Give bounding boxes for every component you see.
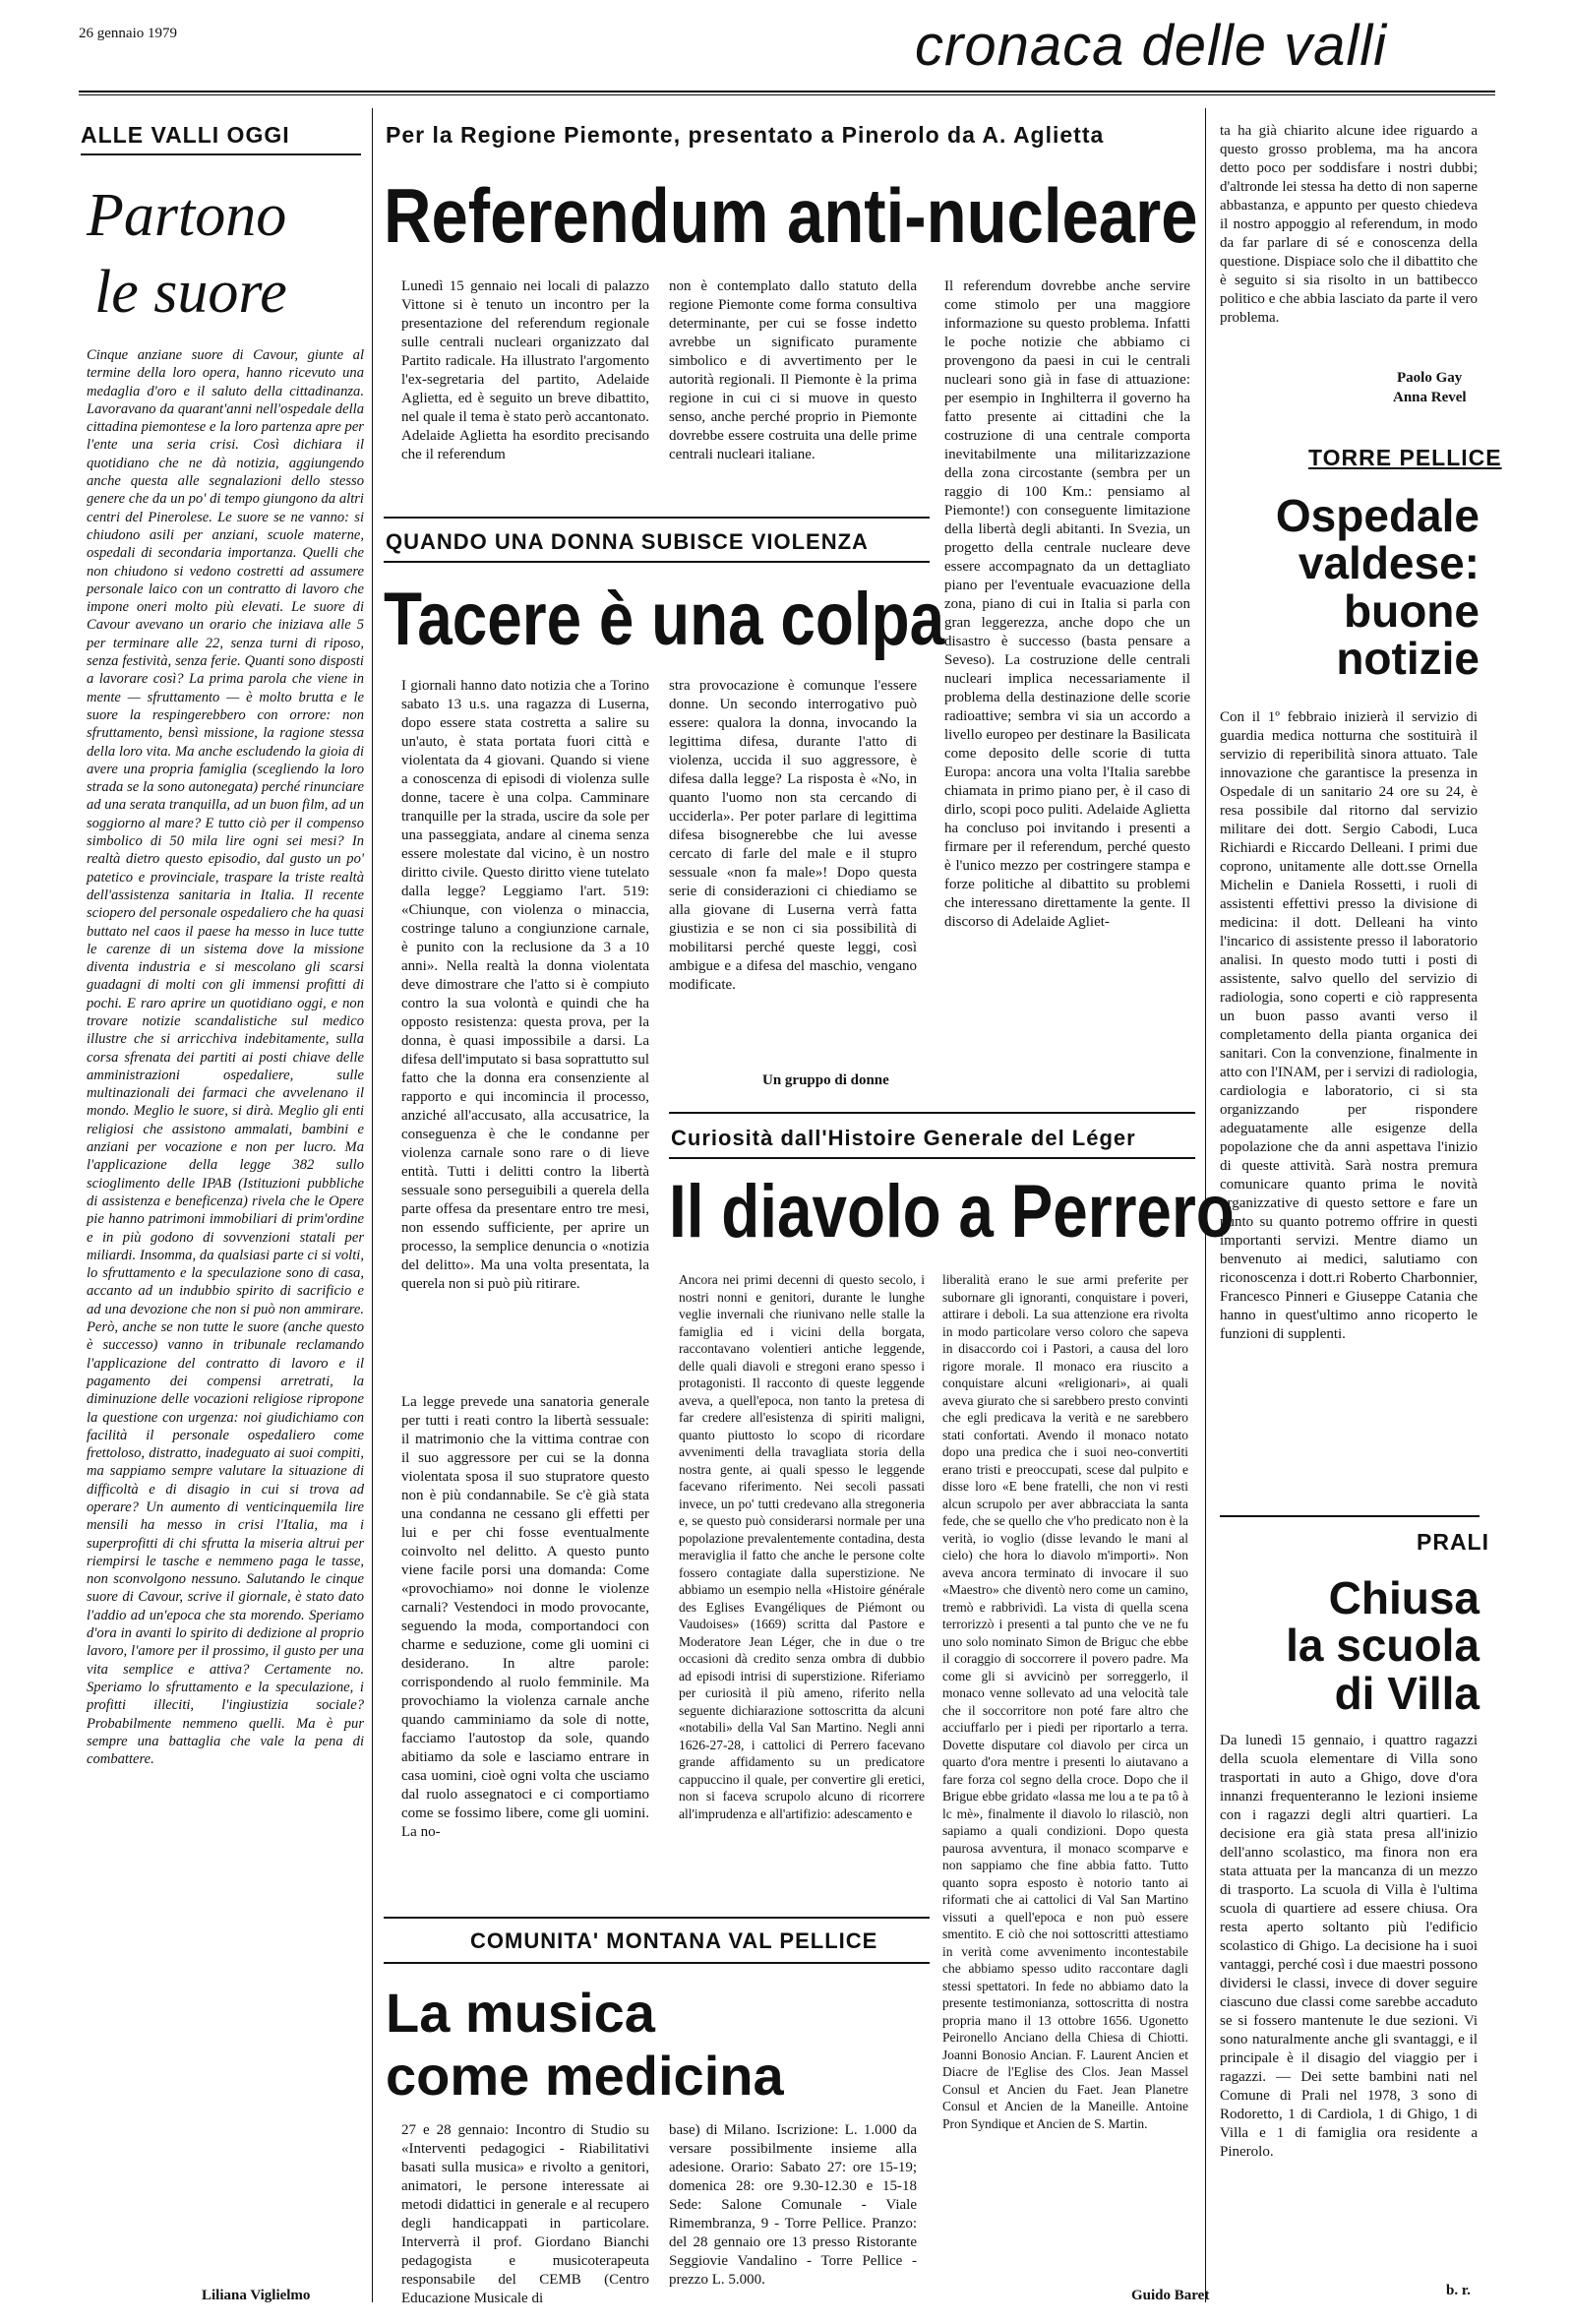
suore-title-line2: le suore <box>94 259 287 326</box>
violenza-top-rule <box>384 517 930 519</box>
musica-title-line1: La musica <box>386 1982 655 2044</box>
violenza-kicker: QUANDO UNA DONNA SUBISCE VIOLENZA <box>386 529 869 554</box>
masthead: cronaca delle valli <box>915 14 1388 78</box>
scuola-body: Da lunedì 15 gennaio, i quattro ragazzi della scuola elementare di Villa sono trasportati in auto a Ghigo, dove d'ora innanzi frequenteranno le lezioni insieme con i ragazzi degli altri quartieri. La decisione era già stata presa all'inizio dell'anno scolastico, ma finora non era stata attuata per la mancanza di un mezzo di trasporto. La scuola di Villa è l'ultima scuola di quartiere ad essere chiusa. Ora resta aperto soltanto più l'edificio scolastico di Ghigo. La decisione ha i suoi vantaggi, perché così i due maestri possono dividersi le classi, invece di dover seguire ciascuno due classi come sarebbe accaduto se si fossero mantenute le due sezioni. Vi sono naturalmente anche gli svantaggi, e il principale è il disagio del viaggio per i ragazzi. — Dei sette bambini nati nel Comune di Prali nel 1978, 3 sono di Rodoretto, 1 di Cardiola, 1 di Ghigo, 1 di Villa e 1 di famiglia ora residente a Pinerolo. <box>1220 1733 1478 2160</box>
scuola-title-line2: la scuola <box>1286 1620 1480 1672</box>
musica-col1: 27 e 28 gennaio: Incontro di Studio su «Interventi pedagogici - Riabilitativi basati sulla musica» e rivolto a genitori, animatori, le persone interessate ai metodi didattici in generale e al recupero degli handicappati in particolare. Interverrà il prof. Giordano Bianchi pedagogista e musicoterapeuta responsabile del CEMB (Centro Educazione Musicale di <box>401 2122 649 2306</box>
ospedale-body: Con il 1º febbraio inizierà il servizio di guardia medica notturna che sostituirà il servizio di reperibilità sinora attuato. Tale innovazione che garantisce la presenza in Ospedale di un sanitario 24 ore su 24, è resa possibile dal ritorno dal servizio militare dei dott. Sergio Cabodi, Luca Richiardi e Riccardo Delleani. I primi due coprono, unitamente alle dott.sse Ornella Michelin e Daniela Rossetti, i ruoli di assistenti effettivi presso la divisione di medicina: il dott. Delleani ha vinto l'incarico di assistente presso il laboratorio analisi. In questo modo tutti i posti di assistente, salvo quello del servizio di radiologia, sono coperti e ciò rappresenta un buon passo avanti verso il completamento della pianta organica dei sanitari. Con la convenzione, finalmente in atto con l'INAM, per i servizi di radiologia, cardiologia e laboratorio, ci si sta organizzando per rispondere adeguatamente alle esigenze della popolazione che da anni aspettava l'inizio di queste attività. Sarà nostra premura comunicare quanto prima le novità organizzative di questo settore e fare un punto su quanto potremo offrire in questi importanti servizi. Mentre diamo un benvenuto ai medici, salutiamo con riconoscenza i dott.ri Roberto Charbonnier, Francesco Pinneri e Giuseppe Catania che hanno in quest'ultimo anno ricoperto le funzioni di supplenti. <box>1220 709 1478 1342</box>
suore-title-line1: Partono <box>87 182 287 249</box>
diavolo-top-rule <box>669 1112 1195 1114</box>
scuola-top-rule <box>1220 1515 1480 1517</box>
musica-title-line2: come medicina <box>386 2045 784 2107</box>
scuola-title-line1: Chiusa <box>1328 1572 1480 1623</box>
scuola-title <box>1220 1574 1480 1717</box>
suore-kicker-rule <box>81 153 361 155</box>
scuola-kicker: PRALI <box>1417 1529 1489 1555</box>
suore-signature: Liliana Viglielmo <box>202 2288 311 2303</box>
diavolo-bottom-rule <box>669 1157 1195 1159</box>
column-divider <box>372 108 373 2302</box>
musica-bottom-rule <box>384 1962 930 1964</box>
scuola-title-line3: di Villa <box>1334 1667 1480 1719</box>
referendum-col3: Il referendum dovrebbe anche servire come stimolo per una maggiore informazione su questo problema. Infatti le poche notizie che abbiamo ci provengono da paesi in cui le centrali nucleari sono già in fase di attuazione: per esempio in Inghilterra il governo ha fatto presente ai cittadini che la costruzione di una centrale comporta inevitabilmente una militarizzazione della zona circostante (sembra per un raggio di 100 Km.: pensiamo al Piemonte!) con conseguente limitazione della libertà degli abitanti. In Svezia, un progetto della centrale nucleare deve essere accompagnato da un dettagliato piano per l'eventuale evacuazione della zona, piano di cui in Italia si parla con gran leggerezza, anche dopo che un disastro è successo (basta pensare a Seveso). La costruzione delle centrali nucleari implica necessariamente il problema della destinazione delle scorie radioattive; sembra vi sia un accordo a livello europeo per destinare la Basilicata come deposito delle scorie di tutta Europa: ancora una volta l'Italia sarebbe chiamata in primo piano per, è il caso di dirlo, scopi poco puliti. Adelaide Aglietta ha concluso poi invitando i presenti a firmare per il referendum, perché questo è l'unico mezzo per costringere stampa e forze politiche al dibattito su problemi che interessano direttamente la gente. Il discorso di Adelaide Agliet- <box>944 278 1190 930</box>
violenza-col1: I giornali hanno dato notizia che a Torino sabato 13 u.s. una ragazza di Luserna, dopo essere stata costretta a salire su un'auto, è stata portata fuori città e violentata da 4 giovani. Quando si viene a conoscenza di episodi di violenza sulle donne, tacere è una colpa. Camminare tranquille per la strada, uscire da sole per una passeggiata, andare al cinema senza essere molestate dal vicino, è un nostro diritto civile. Questo diritto viene tutelato dalla legge? Leggiamo l'art. 519: «Chiunque, con violenza o minaccia, costringe taluno a congiunzione carnale, è punito con la reclusione da 3 a 10 anni». Nella realtà la donna violentata deve dimostrare che l'atto si è compiuto contro la sua volontà e quindi che ha opposto resistenza: questa prova, per la donna, è quasi impossibile a darsi. La difesa dell'imputato si basa soprattutto sul fatto che la donna era consenziente al rapporto e qui incomincia il processo, anziché all'accusato, alla accusatrice, la conseguenza è che le condanne per violenza carnale sono rare o di lieve entità. Tutti i delitti contro la libertà sessuale sono perseguibili a querela della parte offesa da presentare entro tre mesi, non essendo sufficiente, per aprire un processo, la semplice denuncia o «notizia del delitto». Ma una volta presentata, la querela non si può più ritirare. <box>401 678 649 1292</box>
diavolo-title: Il diavolo a Perrero <box>669 1170 1235 1254</box>
referendum-col1: Lunedì 15 gennaio nei locali di palazzo Vittone si è tenuto un incontro per la presentazione del referendum regionale sulle centrali nucleari organizzato dal Partito radicale. Ha illustrato l'argomento l'ex-segretaria del partito, Adelaide Aglietta, ed è seguito un breve dibattito, nel quale il tema è stato però accantonato. Adelaide Aglietta ha esordito precisando che il referendum <box>401 278 649 462</box>
violenza-title: Tacere è una colpa <box>384 578 945 661</box>
diavolo-kicker: Curiosità dall'Histoire Generale del Léger <box>671 1126 1136 1150</box>
violenza-signature: Un gruppo di donne <box>762 1072 889 1088</box>
header-rule-thin <box>79 94 1495 95</box>
musica-kicker: COMUNITA' MONTANA VAL PELLICE <box>470 1928 878 1953</box>
referendum-col4: ta ha già chiarito alcune idee riguardo a questo grosso problema, ma ha ancora detto poco per soddisfare i nostri dubbi; d'altronde lei stessa ha detto di non saperne abbastanza, e appunto per questo chiedeva il nostro appoggio al referendum, in modo da far parlare di sé e conoscenza della questione. Dispiace solo che il dibattito che è seguito si sia risolto in un battibecco politico e che abbia lasciato da parte il vero problema. <box>1220 123 1478 326</box>
header-rule <box>79 91 1495 92</box>
referendum-signature-2: Anna Revel <box>1393 390 1467 405</box>
referendum-title: Referendum anti-nucleare <box>384 172 1198 259</box>
ospedale-kicker: TORRE PELLICE <box>1308 445 1502 470</box>
ospedale-title-line4: notizie <box>1336 632 1480 684</box>
scuola-signature: b. r. <box>1446 2283 1471 2298</box>
violenza-col2: La legge prevede una sanatoria generale per tutti i reati contro la libertà sessuale: il matrimonio che la vittima contrae con il suo aggressore per cui se la donna violentata sposa il suo stupratore questo non è più condannabile. Se c'è già stata una condanna ne cessano gli effetti per lui e per chi fosse eventualmente coinvolto nel delitto. A questo punto viene facile porsi una domanda: Come «provochiamo» noi donne le violenze carnali? Vestendoci in modo provocante, seguendo la moda, comportandoci con charme e seduzione, come gli uomini ci desiderano. In altre parole: corrispondendo al ruolo femminile. Ma provochiamo la violenza carnale anche quando camminiamo da sole di notte, facciamo l'autostop da sole, quando abitiamo da sole e lasciamo entrare in casa uomini, cioè ogni volta che usciamo dal ruolo assegnatoci e ci comportiamo come se fossimo libere, come gli uomini. La no- <box>401 1394 649 1840</box>
violenza-col3: stra provocazione è comunque l'essere donne. Un secondo interrogativo può essere: qualora la donna, invocando la legittima difesa, durante l'atto di violenza, uccida il suo aggressore, è difesa dalla legge? La risposta è «No, in quanto l'uomo non sta cercando di ucciderla». Per poter parlare di legittima difesa bisognerebbe che lui avesse cercato di farle del male e il stupro sessuale «non fa male»! Dopo questa serie di considerazioni ci chiediamo se alla giovane di Luserna verrà fatta giustizia e se non ci sia possibilità di mobilitarsi perché queste leggi, così ambigue e a difesa del maschio, vengano modificate. <box>669 678 917 993</box>
suore-kicker: ALLE VALLI OGGI <box>81 122 290 148</box>
ospedale-title-line2: valdese: <box>1298 537 1480 589</box>
issue-date: 26 gennaio 1979 <box>79 26 177 41</box>
violenza-bottom-rule <box>384 561 930 563</box>
ospedale-title <box>1220 492 1480 682</box>
musica-col2: base) di Milano. Iscrizione: L. 1.000 da versare possibilmente insieme alla adesione. Orario: Sabato 27: ore 15-19; domenica 28: ore 9.30-12.30 e 15-18 Sede: Salone Comunale - Viale Rimembranza, 9 - Torre Pellice. Pranzo: del 28 gennaio ore 13 presso Ristorante Seggiovie Vandalino - Torre Pellice - prezzo L. 5.000. <box>669 2122 917 2288</box>
referendum-col2: non è contemplato dallo statuto della regione Piemonte come forma consultiva determinante, per cui se fosse indetto avrebbe un significato puramente simbolico e di avvertimento per le autorità regionali. Il Piemonte è la prima regione in cui ci si muove in questo senso, anche perché proprio in Piemonte dovrebbe essere costruita una delle prime centrali nucleari italiane. <box>669 278 917 462</box>
suore-body: Cinque anziane suore di Cavour, giunte al termine della loro opera, hanno ricevuto una medaglia d'oro e il saluto della cittadinanza. Lavoravano da quarant'anni nell'ospedale della cittadina piemontese e la loro partenza apre per l'ente una seria crisi. Così dichiara il quotidiano che ne dà notizia, aggiungendo anche questa alle segnalazioni dello stesso genere che da un po' di tempo giungono da altri centri del Pinerolese. Le suore se ne vanno: si chiudono asili per anziani, scuole materne, ospedali di secondaria importanza. Quelli che non chiudono si vedono costretti ad assumere personale laico con un contratto di lavoro che impone oneri molto più elevati. Le suore di Cavour avevano un orario che iniziava alle 5 per terminare alle 22, senza turni di riposo, senza festività, senza ferie. Quanti sono disposti a lavorare così? La prima parola che viene in mente — sfruttamento — è molto brutta e le suore la respingerebbero con orrore: non sfruttamento, bensì missione, la ragione stessa della loro vita. Ma anche escludendo la gioia di avere una propria famiglia (scegliendo la loro strada se la sono autonegata) perché rinunciare ad una serata tranquilla, ad un buon film, ad un soggiorno al mare? E tutto ciò per il compenso simbolico di 50 mila lire ogni sei mesi? In realtà dietro questo episodio, dal gusto un po' patetico e provinciale, traspare la triste realtà dell'assistenza sanitaria in Italia. Il recente sciopero del personale ospedaliero che ha quasi buttato nel caos il paese ha messo in luce tutte le carenze di un sistema dove la missione diventa industria e si mescolano gli scarsi guadagni di molti con gli immensi profitti di pochi. E raro aprire un quotidiano oggi, e non trovare notizie scandalistiche sul medico illustre che si arricchiva indebitamente, sulla corsa sfrenata dei partiti ai posti chiave delle amministrazioni ospedaliere, sulle multinazionali dei farmaci che avvelenano il mondo. Meglio le suore, si dirà. Meglio gli enti religiosi che assistono ammalati, bambini e anziani per vocazione e non per lucro. Ma l'applicazione della legge 382 sullo scioglimento delle IPAB (Istituzioni pubbliche di assistenza e beneficenza) rivela che le Opere pie hanno patrimoni immobiliari di prim'ordine e in più godono di sovvenzioni statali per miliardi. Insomma, da qualsiasi parte ci si volti, lo sfruttamento e la speculazione sono di casa, accanto ad un indubbio spirito di sacrificio e ad una devozione che non si può non ammirare. Però, anche se non tutte le suore (anche questo è successo) vanno in tribunale reclamando l'applicazione del contratto di lavoro e il pagamento dei compensi arretrati, la diminuzione delle vocazioni religiose ripropone la questione con urgenza: noi giudichiamo con facilità il personale ospedaliero come frettoloso, distratto, inadeguato ai suoi compiti, ma sappiamo sempre valutare la situazione di difficoltà e di disagio in cui si trova ad operare? Un aumento di venticinquemila lire mensili ha messo in crisi l'Italia, ma i superprofitti di chi sfrutta la miseria altrui per riempirsi le tasche e nemmeno paga le tasse, non sconvolgono nessuno. Salutando le cinque suore di Cavour, scrive il giornale, è stato dato l'addio ad un'epoca che sta morendo. Speriamo d'ora in avanti lo spirito di dedizione al proprio lavoro, l'amore per il prossimo, il gusto per una vita semplice e attiva? Certamente no. Speriamo lo sfruttamento e la speculazione, i profitti illeciti, l'ingiustizia sociale? Probabilmente nemmeno quelli. Ma è pur sempre una battaglia che vale la pena di combattere. <box>87 347 364 1768</box>
diavolo-col1: Ancora nei primi decenni di questo secolo, i nostri nonni e genitori, durante le lunghe veglie invernali che riunivano nelle stalle la famiglia ed i vicini della borgata, raccontavano volentieri antiche leggende, delle quali diavoli e stregoni erano spesso i protagonisti. Il racconto di queste leggende aveva, a quell'epoca, non tanto la pretesa di far credere all'esistenza di spiriti maligni, quanto piuttosto lo scopo di ricordare avvenimenti della travagliata storia della nostra gente, ai quali spesso le leggende facevano riferimento. Nei secoli passati invece, un po' tutti credevano alla stregoneria e, se questo può considerarsi normale per una popolazione prevalentemente contadina, desta meraviglia il fatto che anche le persone colte fossero contagiate dalla superstizione. Ne abbiamo un esempio nella «Histoire générale des Eglises Evangéliques de Piémont ou Vaudoises» (1669) scritta dal Pastore e Moderatore Jean Léger, che in due o tre occasioni dà credito senza ombra di dubbio ad episodi intrisi di superstizione. Riferiamo per curiosità il più ameno, riferito nella seguente dichiarazione sottoscritta da alcuni «notabili» della Val San Martino. Negli anni 1626-27-28, i cattolici di Perrero facevano grande affidamento su un predicatore cappuccino il quale, per convertire gli eretici, non si faceva scrupolo alcuno di ricorrere all'imprudenza e all'artifizio: adescamento e <box>679 1272 925 1821</box>
diavolo-signature: Guido Baret <box>1131 2288 1210 2303</box>
musica-top-rule <box>384 1917 930 1919</box>
referendum-kicker: Per la Regione Piemonte, presentato a Pinerolo da A. Aglietta <box>386 122 1105 148</box>
diavolo-col2: liberalità erano le sue armi preferite per subornare gli ignoranti, conquistare i poveri, attirare i deboli. La sua attenzione era rivolta in modo particolare verso coloro che sapeva in disaccordo coi i Pastori, a causa del loro rigore morale. Il monaco era riuscito a conquistare alcuni «religionari», ai quali aveva giurato che si sarebbero presto convinti che egli predicava la verità e ne sarebbero stati confortati. Avendo il monaco notato dopo una predica che i suoi neo-convertiti erano tristi e preoccupati, scese dal pulpito e disse loro «E bene fratelli, che non vi resti alcun scrupolo per aver abbracciata la santa fede, che se quello che v'ho predicato non è la verità, io voglio (disse levando le mani al cielo) che hora lo diavolo m'importi». Non aveva ancora terminato di invocare il suo «Maestro» che diventò nero come un camino, tremò e rabbrividì. La vista di quella scena terrorizzò i presenti a tal punto che ve ne fu uno solo nominato Simon de Briguc che ebbe il coraggio di soccorrere il povero padre. Ma come gli si avvicinò per sorreggerlo, il monaco venne sollevato ad una velocità tale che il soccorritore non poté fare altro che acciuffarlo per i piedi per riportarlo a terra. Dovette disputare col diavolo per circa un quarto d'ora mentre i presenti lo aiutavano a fare forza col segno della croce. Dopo che il Brigue ebbe gridato «lassa me lou a te pa tô à lc mè», finalmente il diavolo lo rilasciò, non sapiamo a quali condizioni. Dopo questa paurosa avventura, il monaco scomparve e non sappiamo che fine abbia fatto. Tutto quanto sopra esposto è notorio tanto ai riformati che ai cattolici di Val San Martino vissuti a quell'epoca e non può essere smentito. E ciò che noi sottoscritti attestiamo in verità come avvenimento incontestabile che abbiamo spesso udito raccontare dagli stessi spettatori. In fede no abbiamo dato la presente testimonianza, sottoscritta di nostra propria mano il 13 ottobre 1656. Ugonetto Peironello Anciano della Chiesa di Chiotti. Joanni Bonosio Ancian. F. Laurent Ancien et Diacre de l'Eglise des Clos. Jean Massel Consul et Ancien du Faet. Jean Planetre Consul et Ancien de la Maneille. Antoine Pron Syndique et Ancien de S. Martin. <box>942 1272 1188 2131</box>
ospedale-title-line1: Ospedale <box>1275 490 1480 541</box>
referendum-signature-1: Paolo Gay <box>1397 370 1463 386</box>
ospedale-title-line3: buone <box>1344 584 1480 637</box>
